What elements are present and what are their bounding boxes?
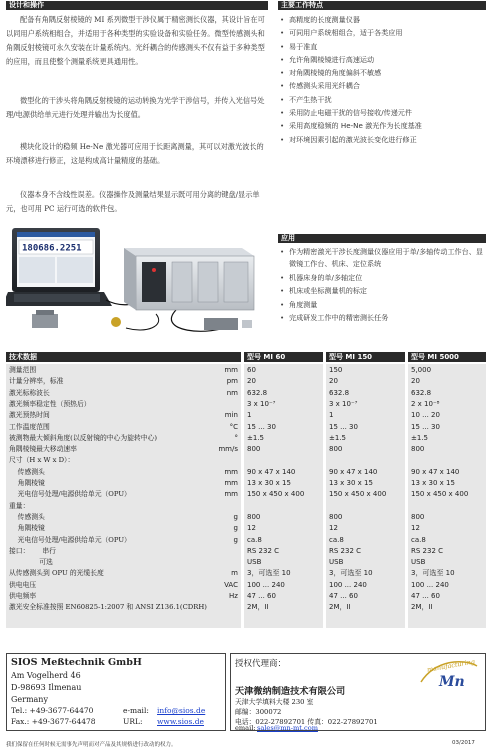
spec-row-unit: mm/s <box>218 445 238 454</box>
spec-row-label: 传感测头 <box>9 467 45 476</box>
feature-item: • 易于准直 <box>279 40 486 53</box>
spec-row-value: 100 ... 240 <box>247 580 285 589</box>
spec-row-value: 150 x 450 x 400 <box>247 490 305 499</box>
spec-row-value: 800 <box>247 512 261 521</box>
company-street: Am Vogelherd 46 <box>11 671 81 680</box>
spec-row-unit: mm <box>224 366 238 374</box>
spec-row-unit <box>196 558 238 567</box>
spec-row-value: 3 x 10⁻⁷ <box>247 399 276 408</box>
agent-email-label: email: <box>235 724 256 732</box>
feature-item: • 采用防止电磁干扰的信号接收/传递元件 <box>279 106 486 119</box>
spec-row-value: 100 ... 240 <box>411 580 449 589</box>
spec-row-label: 角隅棱镜 <box>9 479 45 487</box>
spec-row-value: 90 x 47 x 140 <box>411 467 460 476</box>
product-illustration <box>6 226 268 340</box>
section-header-design: 设计和操作 <box>6 1 268 10</box>
spec-row-value: 5,000 <box>411 366 432 374</box>
spec-header-mi60: 型号 MI 60 <box>244 352 323 362</box>
spec-row-value: 800 <box>411 512 425 521</box>
spec-row-value: 1 <box>329 411 334 420</box>
feature-item: • 采用高度稳频的 He-Ne 激光作为长度基准 <box>279 119 486 132</box>
agent-address: 天津大学填料大楼 230 室 <box>235 698 314 706</box>
spec-row-value: 90 x 47 x 140 <box>329 467 378 476</box>
application-item: • 角度测量 <box>279 298 486 311</box>
spec-row-label: 传感测头 <box>9 512 45 521</box>
product-photo <box>6 226 268 340</box>
feature-item: • 不产生热干扰 <box>279 93 486 106</box>
agent-phone: 电话：022-27892701 传真：022-27892701 <box>235 718 378 726</box>
spec-row-unit: °C <box>229 422 238 431</box>
spec-row-unit <box>196 547 238 556</box>
spec-row-value: RS 232 C <box>329 546 362 555</box>
spec-row-label: 光电信号处理/电源供给单元（OPU） <box>9 490 131 499</box>
spec-row-value: ±1.5 <box>247 433 264 442</box>
feature-item: • 允许角隅棱镜进行高速运动 <box>279 53 486 66</box>
spec-row-label: 可选 <box>9 558 53 567</box>
spec-row-label: 计量分辨率，标准 <box>9 377 64 386</box>
spec-row-value: 150 x 450 x 400 <box>411 490 469 499</box>
spec-row-label: 重量： <box>9 501 30 510</box>
spec-row-value: 15 ... 30 <box>329 422 358 431</box>
company-name: SIOS Meßtechnik GmbH <box>11 657 142 668</box>
feature-item: • 高精度的长度测量仪器 <box>279 13 486 26</box>
spec-row-unit <box>196 502 238 511</box>
spec-row-value: 12 <box>329 524 338 533</box>
spec-header-title: 技术数据 <box>6 352 241 362</box>
application-item: • 完成研发工作中的精密测长任务 <box>279 311 486 324</box>
spec-row-value: 2M，II <box>329 603 351 612</box>
spec-row-label: 测量范围 <box>9 366 37 374</box>
spec-row-unit: min <box>224 411 238 420</box>
spec-row-value: 632.8 <box>329 388 350 397</box>
spec-row-value: 47 ... 60 <box>329 592 358 600</box>
spec-row-value: RS 232 C <box>411 546 444 555</box>
spec-row-value: ±1.5 <box>411 433 428 442</box>
spec-row-value: 2M，II <box>247 603 269 612</box>
section-header-features: 主要工作特点 <box>278 1 486 10</box>
features-list <box>279 13 486 146</box>
spec-row-value: 2M，II <box>411 603 433 612</box>
spec-row-value: 15 ... 30 <box>411 422 440 431</box>
spec-row-value: 3，可选至 10 <box>411 569 455 578</box>
spec-row-label: 角隅棱镜 <box>9 524 45 533</box>
spec-header-mi150: 型号 MI 150 <box>326 352 405 362</box>
spec-row-value: 20 <box>247 377 256 386</box>
spec-row-value: 60 <box>247 366 256 374</box>
spec-row-label: 工作温度范围 <box>9 422 50 431</box>
spec-row-unit: m <box>231 569 238 578</box>
spec-row-label: 角隅棱镜最大移动速率 <box>9 445 77 454</box>
spec-row-value: 800 <box>329 445 343 454</box>
manufacturer-box <box>6 653 226 731</box>
feature-item: • 可同用户系统相组合，适于各类应用 <box>279 26 486 39</box>
spec-row-value: ca.8 <box>329 535 344 544</box>
feature-item: • 传感测头采用光纤耦合 <box>279 79 486 92</box>
spec-row-label: 被测物最大倾斜角度(以反射镜的中心为旋转中心) <box>9 433 158 442</box>
spec-row-value <box>247 502 321 511</box>
feature-item: • 对环境因素引起的激光波长变化进行修正 <box>279 133 486 146</box>
spec-row-value: 20 <box>411 377 420 386</box>
spec-row-value <box>329 456 403 465</box>
disclaimer-text: 我们保留在任何时候无需事先声明而对产品及其规格进行改动的权力。 <box>6 742 177 748</box>
spec-row-label: 接口： 串行 <box>9 546 56 555</box>
spec-row-value: 20 <box>329 377 338 386</box>
spec-table-body <box>6 364 486 628</box>
spec-row-value: 47 ... 60 <box>247 592 276 600</box>
company-url-label: URL: <box>123 717 143 726</box>
spec-row-unit: mm <box>224 490 238 499</box>
spec-row-unit: g <box>233 524 238 533</box>
spec-row-unit: mm <box>224 467 238 476</box>
spec-row-unit <box>196 603 238 612</box>
spec-row-value <box>411 502 485 511</box>
paragraph-laser: 模块化设计的稳频 He-Ne 激光器可应用于长距离测量，其可以对激光波长的环境漂移进行修正，这是构成高计量精度的基础。 <box>6 142 264 165</box>
applications-list <box>279 246 486 324</box>
spec-row-value: USB <box>329 558 344 567</box>
spec-row-value: 90 x 47 x 140 <box>247 467 296 476</box>
spec-row-value: 100 ... 240 <box>329 580 367 589</box>
distributor-box <box>230 653 486 731</box>
spec-row-unit <box>196 456 238 465</box>
spec-row-label: 供电电压 <box>9 580 37 589</box>
document-date: 03/2017 <box>452 740 475 746</box>
spec-row-value: 150 <box>329 366 343 374</box>
spec-row-value: 13 x 30 x 15 <box>411 479 455 487</box>
spec-row-unit: g <box>233 512 238 521</box>
spec-row-value: 800 <box>247 445 261 454</box>
agent-label: 授权代理商： <box>235 659 287 669</box>
spec-row-value: 150 x 450 x 400 <box>329 490 387 499</box>
agent-name: 天津微纳制造技术有限公司 <box>235 686 346 697</box>
spec-row-value: 3，可选至 10 <box>329 569 373 578</box>
spec-row-unit: VAC <box>224 580 238 589</box>
feature-item: • 对角隅棱镜的角度偏斜不敏感 <box>279 66 486 79</box>
display-readout: 180686.2251 <box>22 243 82 254</box>
spec-row-unit: ° <box>234 433 238 442</box>
agent-email-link[interactable]: sales@mn-mt.com <box>257 724 318 732</box>
spec-row-value: RS 232 C <box>247 546 280 555</box>
spec-row-value <box>411 456 485 465</box>
spec-row-value: 15 ... 30 <box>247 422 276 431</box>
spec-row-value: 800 <box>411 445 425 454</box>
section-header-applications: 应用 <box>278 234 486 243</box>
spec-row-value: 1 <box>247 411 252 420</box>
agent-postcode: 邮编：300072 <box>235 708 282 716</box>
spec-row-value: USB <box>411 558 426 567</box>
spec-row-value: 3，可选至 10 <box>247 569 291 578</box>
spec-row-value <box>247 456 321 465</box>
company-fax: Fax.: +49-3677-64478 <box>11 717 96 726</box>
spec-row-label: 激光安全标准按照 EN60825-1:2007 和 ANSI Z136.1(CDRH) <box>9 603 207 612</box>
spec-row-value: 632.8 <box>247 388 268 397</box>
spec-row-value: 10 ... 20 <box>411 411 440 420</box>
spec-row-unit: pm <box>226 377 238 386</box>
spec-table-header <box>6 352 486 362</box>
logo-text: manufacturing <box>426 657 476 674</box>
logo-mark: Mn <box>439 674 465 690</box>
spec-row-value: ±1.5 <box>329 433 346 442</box>
spec-row-unit: mm <box>224 479 238 487</box>
spec-row-value: ca.8 <box>247 535 262 544</box>
application-item: • 机器床身的单/多轴定位 <box>279 271 486 284</box>
spec-row-value <box>329 502 403 511</box>
company-email-link[interactable]: info@sios.de <box>157 706 206 715</box>
spec-row-label: 激光频率稳定性（预热后） <box>9 399 91 408</box>
spec-header-mi5000: 型号 MI 5000 <box>408 352 486 362</box>
paragraph-intro: 配备有角隅反射棱镜的 MI 系列微型干涉仪属于精密测长仪器，其设计旨在可以同用户系统相组合，并适用于各种类型的实验设备和实验任务。微型传感测头和角隅反射棱镜可永久安装在计量系统内。光纤耦合的传感测头不仅有益于多种类型的应用，而且使整个测量系统更具通用性。 <box>6 15 265 66</box>
application-item: • 作为精密激光干涉长度测量仪器应用于单/多轴传动工作台、显微镜工作台、机床、定位系统 <box>279 246 486 269</box>
spec-row-value: 3 x 10⁻⁷ <box>329 399 358 408</box>
spec-row-value: 13 x 30 x 15 <box>329 479 373 487</box>
spec-row-unit: g <box>233 535 238 544</box>
company-country: Germany <box>11 695 48 704</box>
spec-row-label: 激光预热时间 <box>9 411 50 420</box>
company-city: D-98693 Ilmenau <box>11 683 82 692</box>
company-tel: Tel.: +49-3677-64470 <box>11 706 94 715</box>
spec-row-value: 2 x 10⁻⁸ <box>411 399 440 408</box>
spec-row-value: 12 <box>247 524 256 533</box>
paragraph-operation: 仪器本身不含线性误差。仪器操作及测量结果显示既可用分离的键盘/显示单元，也可用 PC 运行可选的软件包。 <box>6 190 260 213</box>
spec-row-value: ca.8 <box>411 535 426 544</box>
spec-row-unit: nm <box>226 388 238 397</box>
application-item: • 机床或坐标测量机的标定 <box>279 284 486 297</box>
spec-row-label: 光电信号处理/电源供给单元（OPU） <box>9 535 131 544</box>
spec-row-value: 632.8 <box>411 388 432 397</box>
spec-row-label: 激光标称波长 <box>9 388 50 397</box>
spec-row-value: 12 <box>411 524 420 533</box>
spec-row-unit: Hz <box>229 592 238 600</box>
company-email-label: e-mail: <box>123 706 149 715</box>
spec-row-label: 从传感测头到 OPU 的光缆长度 <box>9 569 104 578</box>
agent-logo <box>417 656 481 690</box>
spec-row-label: 尺寸（H x W x D）： <box>9 456 75 465</box>
spec-row-value: 47 ... 60 <box>411 592 440 600</box>
spec-row-unit <box>196 400 238 409</box>
company-url-link[interactable]: www.sios.de <box>157 717 204 726</box>
paragraph-interferometer: 微型化的干涉头将角隅反射棱镜的运动转换为光学干涉信号，并传入光信号处理/电源供给单元进行处理并输出为长度值。 <box>6 96 265 119</box>
spec-row-value: USB <box>247 558 262 567</box>
spec-row-value: 13 x 30 x 15 <box>247 479 291 487</box>
spec-row-label: 供电频率 <box>9 592 37 600</box>
spec-row-value: 800 <box>329 512 343 521</box>
